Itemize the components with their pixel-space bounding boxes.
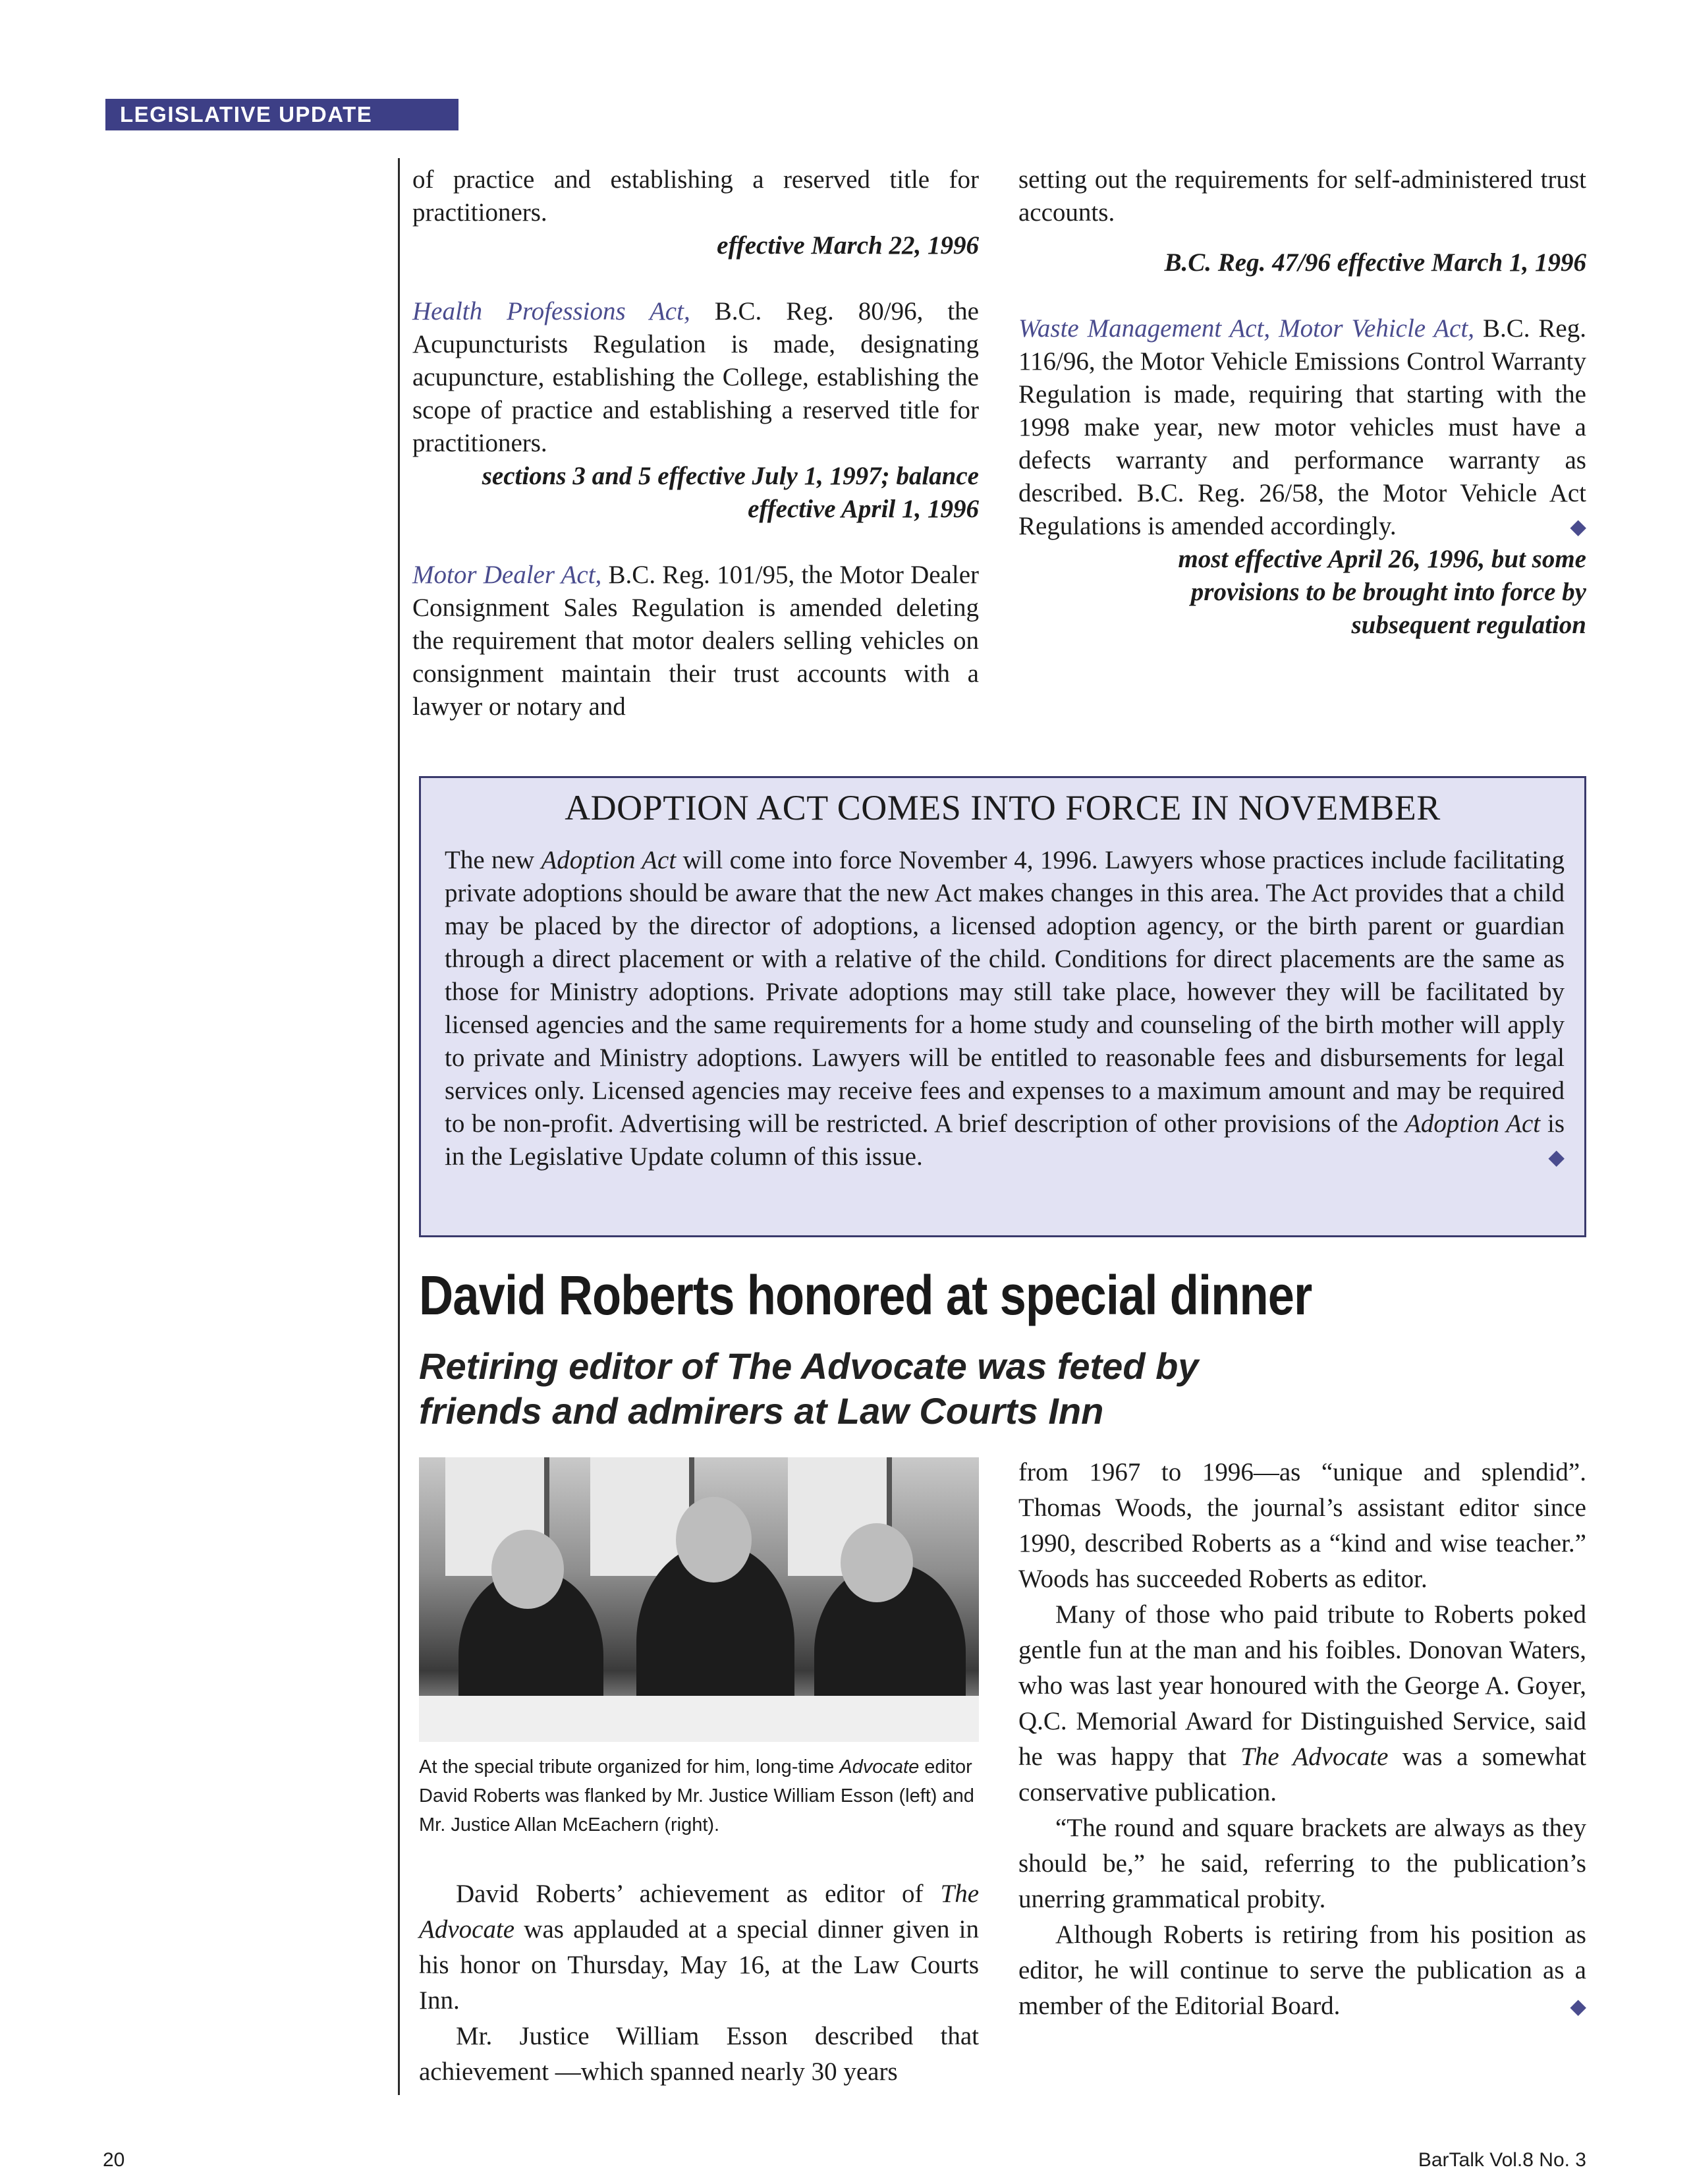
paragraph: [1018, 1597, 1586, 1810]
paragraph: “The round and square brackets are always as they should be,” he said, referring to the publication’s unerring grammatical probity.: [1018, 1814, 1586, 1913]
act-name: Health Professions Act,: [412, 297, 690, 325]
box-text: The new: [445, 846, 541, 874]
end-diamond-icon: ◆: [1570, 1994, 1586, 2018]
page-number: 20: [103, 2149, 125, 2171]
effective-note: sections 3 and 5 effective July 1, 1997; balance: [482, 462, 979, 490]
paragraph-text: Although Roberts is retiring from his position as editor, he will continue to serve the publication as a member of the Editorial Board.: [1018, 1920, 1586, 2020]
article-subhead: [419, 1344, 1198, 1434]
box-italic: Adoption Act: [541, 846, 677, 874]
photo-caption: [419, 1752, 979, 1839]
paragraph: [1018, 1917, 1586, 2024]
effective-note: provisions to be brought into force by: [1190, 578, 1586, 606]
act-name: Motor Dealer Act,: [412, 561, 602, 589]
act-name: Waste Management Act, Motor Vehicle Act,: [1018, 314, 1475, 343]
article-headline: David Roberts honored at special dinner: [419, 1264, 1312, 1326]
section-tag: LEGISLATIVE UPDATE: [105, 99, 458, 130]
effective-note: effective April 1, 1996: [748, 495, 979, 523]
paragraph: Mr. Justice William Esson described that achievement —which spanned nearly 30 years: [419, 2022, 979, 2086]
adoption-act-box: [419, 776, 1586, 1237]
paragraph: [412, 559, 979, 723]
column-rule: [398, 158, 400, 2095]
issue-label: BarTalk Vol.8 No. 3: [1418, 2149, 1586, 2171]
paragraph: [412, 295, 979, 460]
dinner-photo: [419, 1457, 979, 1742]
caption-text: editor David Roberts was flanked by Mr. Justice William Esson (left) and Mr. Justice Allan McEachern (right).: [419, 1756, 974, 1835]
paragraph: [1018, 312, 1586, 543]
article-left-column: [419, 1876, 979, 2090]
caption-text: At the special tribute organized for him, long-time: [419, 1756, 840, 1778]
box-text: is in the Legislative Update column of this issue.: [445, 1109, 1565, 1171]
effective-note: B.C. Reg. 47/96 effective March 1, 1996: [1164, 248, 1586, 277]
paragraph-text: was applauded at a special dinner given in his honor on Thursday, May 16, at the Law Courts Inn.: [419, 1915, 979, 2015]
paragraph-text: was a somewhat conservative publication.: [1018, 1743, 1586, 1806]
box-italic: Adoption Act: [1405, 1109, 1541, 1138]
subhead-line: Retiring editor of The Advocate was feted by: [419, 1345, 1199, 1387]
paragraph-text: B.C. Reg. 116/96, the Motor Vehicle Emissions Control Warranty Regulation is made, requiring that starting with the 1998 make year, new motor vehicles must have a defects warranty and performance warranty as described. B.C. Reg. 26/58, the Motor Vehicle Act Regulations is amended accordingly.: [1018, 314, 1586, 540]
article-right-column: [1018, 1455, 1586, 2024]
end-diamond-icon: ◆: [1548, 1145, 1565, 1169]
paragraph-italic: The Advocate: [1240, 1743, 1389, 1771]
effective-note: subsequent regulation: [1351, 611, 1586, 639]
left-column: [412, 163, 979, 723]
paragraph: [419, 1876, 979, 2019]
box-title: ADOPTION ACT COMES INTO FORCE IN NOVEMBER: [565, 788, 1441, 827]
effective-note: effective March 22, 1996: [717, 231, 979, 260]
paragraph-text: B.C. Reg. 80/96, the Acupuncturists Regulation is made, designating acupuncture, establishing the College, establishing the scope of practice and establishing a reserved title for practitioners.: [412, 297, 979, 457]
box-text: will come into force November 4, 1996. Lawyers whose practices include facilitating private adoptions should be aware that the new Act makes changes in this area. The Act provides that a child may be placed by the director of adoptions, a licensed adoption agency, or the birth parent or guardian through a direct placement or with a relative of the child. Conditions for direct placements are the same as those for Ministry adoptions. Private adoptions may still take place, however they will be facilitated by licensed agencies and the same requirements for a home study and counseling of the birth mother will apply to private and Ministry adoptions. Lawyers will be entitled to reasonable fees and disbursements for legal services only. Licensed agencies may receive fees and expenses to a maximum amount and may be required to be non-profit. Advertising will be restricted. A brief description of other provisions of the: [445, 846, 1565, 1138]
box-body: [445, 844, 1565, 1173]
end-diamond-icon: ◆: [1570, 515, 1586, 538]
paragraph-text: Many of those who paid tribute to Roberts poked gentle fun at the man and his foibles. Donovan Waters, who was last year honoured with the George A. Goyer, Q.C. Memorial Award for Distinguished Service, said he was happy that: [1018, 1600, 1586, 1771]
paragraph-italic: The Advocate: [419, 1880, 979, 1944]
paragraph: from 1967 to 1996—as “unique and splendid”. Thomas Woods, the journal’s assistant editor since 1990, described Roberts as a “kind and wise teacher.” Woods has succeeded Roberts as editor.: [1018, 1458, 1586, 1593]
paragraph: setting out the requirements for self-administered trust accounts.: [1018, 165, 1586, 227]
subhead-line: friends and admirers at Law Courts Inn: [419, 1390, 1104, 1432]
paragraph-text: David Roberts’ achievement as editor of: [456, 1880, 941, 1908]
right-column: [1018, 163, 1586, 642]
paragraph: of practice and establishing a reserved title for practitioners.: [412, 165, 979, 227]
paragraph-text: B.C. Reg. 101/95, the Motor Dealer Consignment Sales Regulation is amended deleting the requirement that motor dealers selling vehicles on consignment maintain their trust accounts with a lawyer or notary and: [412, 561, 979, 721]
effective-note: most effective April 26, 1996, but some: [1178, 545, 1586, 573]
caption-italic: Advocate: [839, 1756, 920, 1778]
